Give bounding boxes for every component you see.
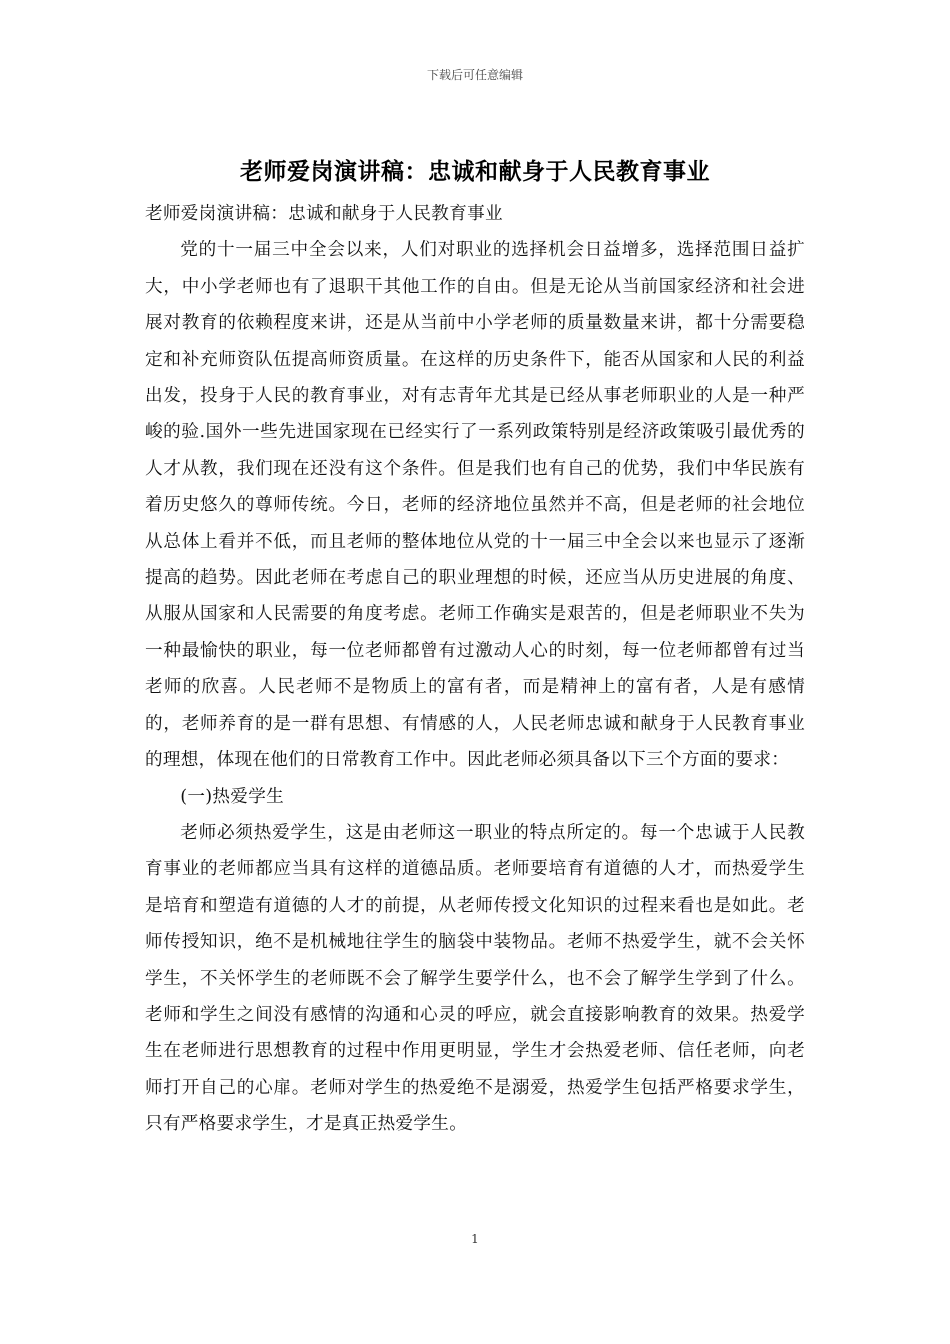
body-paragraph-1: 党的十一届三中全会以来，人们对职业的选择机会日益增多，选择范围日益扩大，中小学老师也有了退职干其他工作的自由。但是无论从当前国家经济和社会进展对教育的依赖程度来讲，还是从当前中小学老师的质量数量来讲，都十分需要稳定和补充师资队伍提高师资质量。在这样的历史条件下，能否从国家和人民的利益出发，投身于人民的教育事业，对有志青年尤其是已经从事老师职业的人是一种严峻的验.国外一些先进国家现在已经实行了一系列政策特别是经济政策吸引最优秀的人才从教，我们现在还没有这个条件。但是我们也有自己的优势，我们中华民族有着历史悠久的尊师传统。今日，老师的经济地位虽然并不高，但是老师的社会地位从总体上看并不低，而且老师的整体地位从党的十一届三中全会以来也显示了逐渐提高的趋势。因此老师在考虑自己的职业理想的时候，还应当从历史进展的角度、从服从国家和人民需要的角度考虑。老师工作确实是艰苦的，但是老师职业不失为一种最愉快的职业，每一位老师都曾有过激动人心的时刻，每一位老师都曾有过当老师的欣喜。人民老师不是物质上的富有者，而是精神上的富有者，人是有感情的，老师养育的是一群有思想、有情感的人，人民老师忠诚和献身于人民教育事业的理想，体现在他们的日常教育工作中。因此老师必须具备以下三个方面的要求： — [145, 240, 805, 771]
body-paragraph-2: 老师必须热爱学生，这是由老师这一职业的特点所定的。每一个忠诚于人民教育事业的老师都应当具有这样的道德品质。老师要培育有道德的人才，而热爱学生是培育和塑造有道德的人才的前提，从老师传授文化知识的过程来看也是如此。老师传授知识，绝不是机械地往学生的脑袋中装物品。老师不热爱学生，就不会关怀学生，不关怀学生的老师既不会了解学生要学什么，也不会了解学生学到了什么。老师和学生之间没有感情的沟通和心灵的呼应，就会直接影响教育的效果。热爱学生在老师进行思想教育的过程中作用更明显，学生才会热爱老师、信任老师，向老师打开自己的心扉。老师对学生的热爱绝不是溺爱，热爱学生包括严格要求学生，只有严格要求学生，才是真正热爱学生。 — [145, 822, 805, 1135]
document-subtitle: 老师爱岗演讲稿：忠诚和献身于人民教育事业 — [145, 204, 503, 224]
section-heading-love-students: (一)热爱学生 — [180, 786, 284, 807]
page-header-note: 下载后可任意编辑 — [426, 68, 523, 82]
page-number: 1 — [471, 1232, 479, 1246]
document-body — [145, 196, 805, 1143]
document-title: 老师爱岗演讲稿：忠诚和献身于人民教育事业 — [240, 158, 710, 185]
